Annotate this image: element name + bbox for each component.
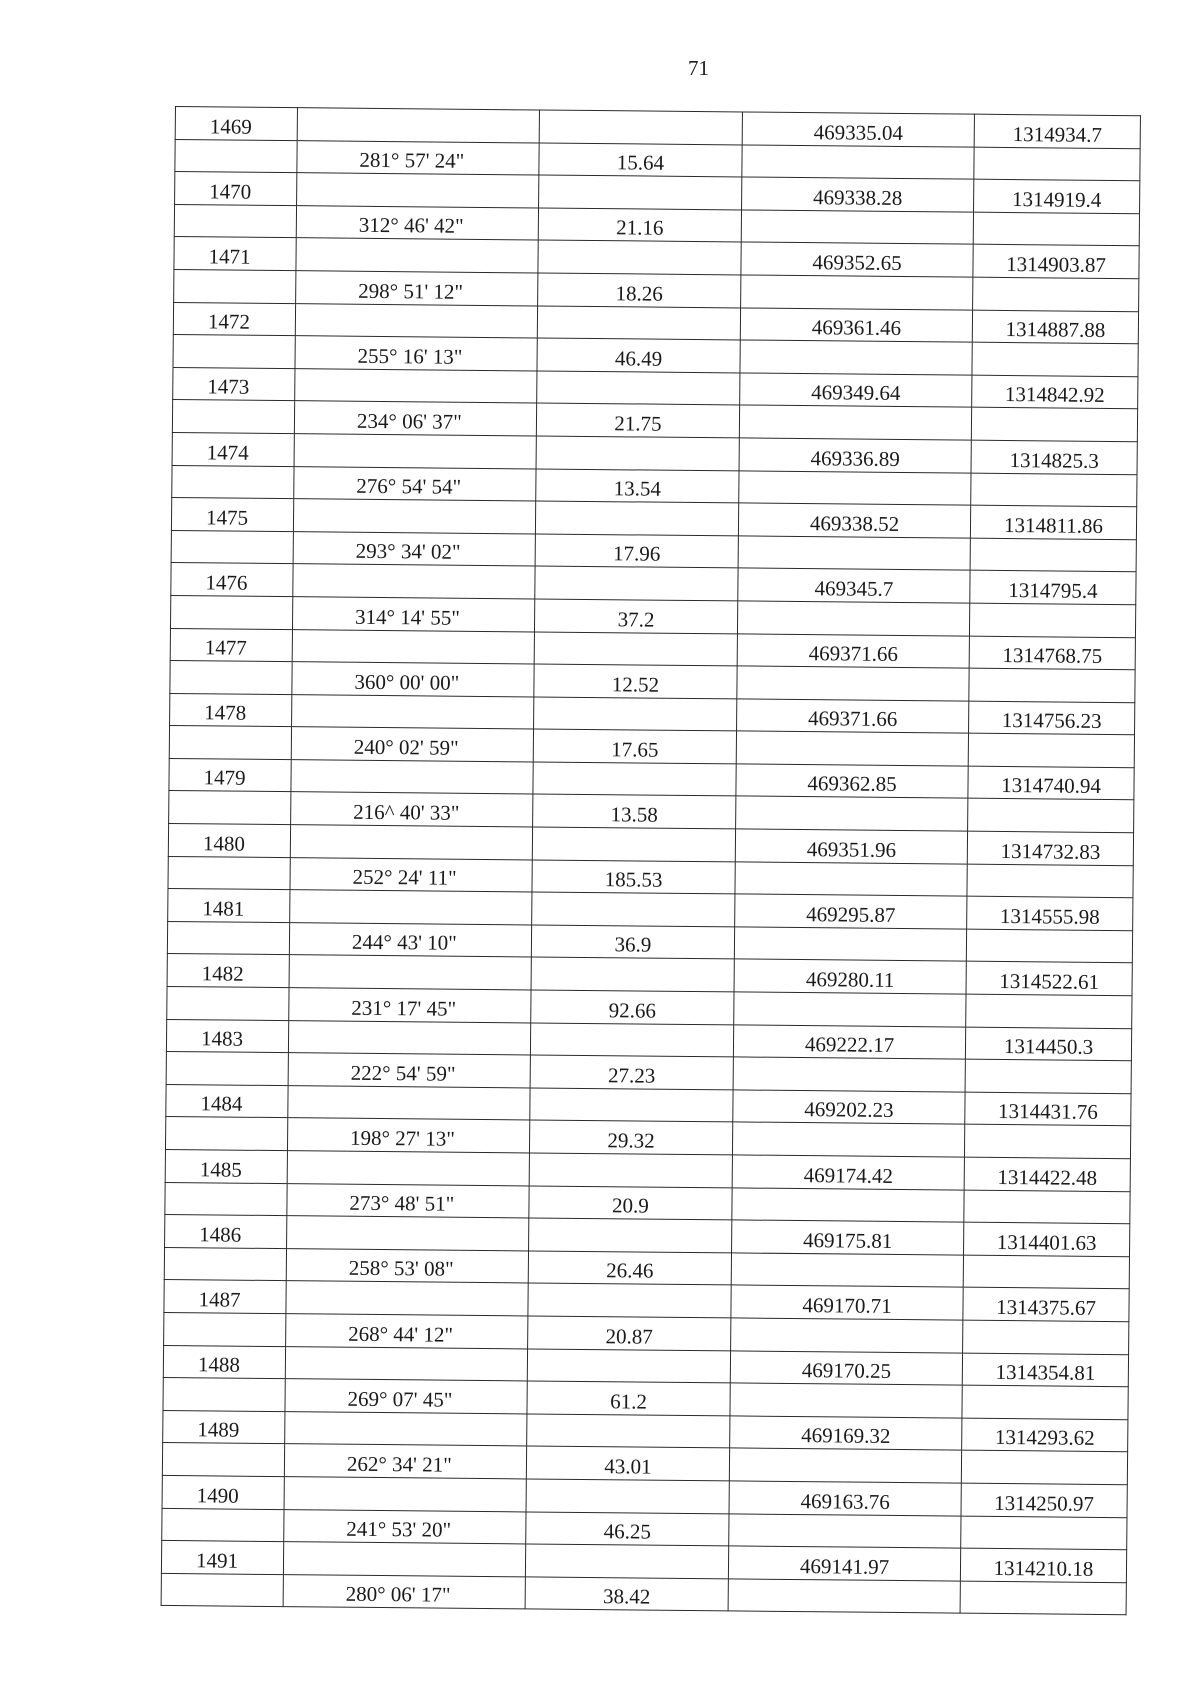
empty-cell (534, 697, 737, 732)
northing-cell: 469349.64 (740, 373, 972, 408)
empty-cell (295, 303, 537, 338)
empty-cell (292, 629, 534, 664)
empty-cell (527, 1414, 730, 1449)
empty-cell (285, 1346, 527, 1381)
distance-cell: 15.64 (539, 143, 742, 178)
easting-cell: 1314422.48 (964, 1157, 1130, 1191)
empty-cell (293, 499, 535, 534)
easting-cell: 1314795.4 (970, 570, 1136, 604)
easting-cell: 1314903.87 (973, 245, 1139, 279)
bearing-cell: 252° 24' 11" (290, 857, 532, 892)
point-number-cell: 1483 (166, 1019, 288, 1053)
point-number-cell: 1490 (162, 1475, 284, 1509)
empty-cell (537, 371, 740, 406)
empty-cell (529, 1218, 732, 1253)
empty-cell (173, 335, 295, 369)
northing-cell: 469371.66 (737, 699, 969, 734)
distance-cell: 92.66 (531, 990, 734, 1025)
bearing-cell: 216^ 40' 33" (291, 792, 533, 827)
northing-cell: 469222.17 (733, 1025, 965, 1060)
empty-cell (734, 927, 966, 962)
empty-cell (972, 342, 1138, 376)
empty-cell (967, 864, 1133, 898)
easting-cell: 1314555.98 (967, 896, 1133, 930)
empty-cell (169, 726, 291, 760)
empty-cell (531, 957, 734, 992)
northing-cell: 469175.81 (732, 1220, 964, 1255)
distance-cell: 13.58 (533, 794, 736, 829)
easting-cell: 1314293.62 (962, 1418, 1128, 1452)
survey-coordinates-table (161, 106, 1141, 1616)
empty-cell (174, 204, 296, 238)
empty-cell (739, 405, 971, 440)
empty-cell (175, 139, 297, 173)
northing-cell: 469361.46 (740, 308, 972, 343)
distance-cell: 17.65 (533, 729, 736, 764)
empty-cell (737, 601, 969, 636)
northing-cell: 469352.65 (741, 242, 973, 277)
easting-cell: 1314825.3 (971, 440, 1137, 474)
point-number-cell: 1473 (173, 367, 295, 401)
easting-cell: 1314732.83 (967, 831, 1133, 865)
easting-cell: 1314401.63 (964, 1222, 1130, 1256)
empty-cell (537, 306, 740, 341)
empty-cell (963, 1255, 1129, 1289)
distance-cell: 29.32 (529, 1120, 732, 1155)
empty-cell (966, 929, 1132, 963)
survey-table-wrapper (161, 106, 1140, 1616)
empty-cell (529, 1153, 732, 1188)
empty-cell (961, 1450, 1127, 1484)
point-number-cell: 1469 (175, 107, 297, 141)
northing-cell: 469338.52 (738, 503, 970, 538)
bearing-cell: 222° 54' 59" (288, 1053, 530, 1088)
empty-cell (971, 473, 1137, 507)
distance-cell: 36.9 (531, 925, 734, 960)
empty-cell (968, 733, 1134, 767)
empty-cell (733, 1057, 965, 1092)
empty-cell (742, 145, 974, 180)
distance-cell: 26.46 (528, 1251, 731, 1286)
bearing-cell: 276° 54' 54" (294, 466, 536, 501)
empty-cell (290, 890, 532, 925)
empty-cell (536, 436, 739, 471)
northing-cell: 469170.25 (730, 1350, 962, 1385)
bearing-cell: 258° 53' 08" (286, 1248, 528, 1283)
bearing-cell: 269° 07' 45" (285, 1379, 527, 1414)
easting-cell: 1314934.7 (974, 114, 1140, 148)
empty-cell (295, 368, 537, 403)
empty-cell (289, 955, 531, 990)
empty-cell (174, 269, 296, 303)
point-number-cell: 1479 (169, 758, 291, 792)
point-number-cell: 1474 (172, 432, 294, 466)
empty-cell (962, 1385, 1128, 1419)
empty-cell (296, 238, 538, 273)
distance-cell: 185.53 (532, 860, 735, 895)
empty-cell (971, 408, 1137, 442)
distance-cell: 27.23 (530, 1055, 733, 1090)
northing-cell: 469170.71 (731, 1285, 963, 1320)
empty-cell (968, 799, 1134, 833)
point-number-cell: 1471 (174, 237, 296, 271)
northing-cell: 469174.42 (732, 1155, 964, 1190)
northing-cell: 469280.11 (734, 959, 966, 994)
survey-table-body (161, 107, 1140, 1616)
point-number-cell: 1478 (170, 693, 292, 727)
empty-cell (528, 1283, 731, 1318)
empty-cell (297, 108, 539, 143)
empty-cell (735, 862, 967, 897)
empty-cell (290, 825, 532, 860)
empty-cell (164, 1247, 286, 1281)
point-number-cell: 1485 (165, 1149, 287, 1183)
empty-cell (166, 1052, 288, 1086)
distance-cell: 37.2 (534, 599, 737, 634)
empty-cell (172, 400, 294, 434)
empty-cell (729, 1513, 961, 1548)
empty-cell (960, 1581, 1126, 1615)
empty-cell (732, 1122, 964, 1157)
bearing-cell: 262° 34' 21" (284, 1444, 526, 1479)
empty-cell (170, 595, 292, 629)
distance-cell: 18.26 (538, 273, 741, 308)
empty-cell (162, 1508, 284, 1542)
empty-cell (964, 1125, 1130, 1159)
empty-cell (736, 731, 968, 766)
empty-cell (974, 147, 1140, 181)
empty-cell (162, 1443, 284, 1477)
distance-cell: 21.16 (538, 208, 741, 243)
point-number-cell: 1470 (175, 172, 297, 206)
empty-cell (525, 1544, 728, 1579)
empty-cell (168, 856, 290, 890)
easting-cell: 1314887.88 (972, 310, 1138, 344)
empty-cell (294, 434, 536, 469)
empty-cell (966, 994, 1132, 1028)
distance-cell: 43.01 (526, 1446, 729, 1481)
bearing-cell: 314° 14' 55" (292, 597, 534, 632)
empty-cell (167, 921, 289, 955)
point-number-cell: 1487 (164, 1280, 286, 1314)
empty-cell (161, 1573, 283, 1607)
empty-cell (732, 1187, 964, 1222)
point-number-cell: 1489 (163, 1410, 285, 1444)
empty-cell (526, 1479, 729, 1514)
empty-cell (738, 536, 970, 571)
empty-cell (741, 275, 973, 310)
northing-cell: 469202.23 (733, 1090, 965, 1125)
empty-cell (970, 538, 1136, 572)
empty-cell (538, 240, 741, 275)
empty-cell (961, 1516, 1127, 1550)
empty-cell (293, 564, 535, 599)
bearing-cell: 231° 17' 45" (289, 988, 531, 1023)
bearing-cell: 312° 46' 42" (296, 205, 538, 240)
point-number-cell: 1472 (173, 302, 295, 336)
empty-cell (739, 470, 971, 505)
bearing-cell: 298° 51' 12" (296, 271, 538, 306)
empty-cell (297, 173, 539, 208)
empty-cell (535, 501, 738, 536)
empty-cell (969, 668, 1135, 702)
empty-cell (291, 760, 533, 795)
empty-cell (163, 1378, 285, 1412)
easting-cell: 1314250.97 (961, 1483, 1127, 1517)
distance-cell: 21.75 (536, 403, 739, 438)
empty-cell (532, 892, 735, 927)
distance-cell: 61.2 (527, 1381, 730, 1416)
empty-cell (963, 1320, 1129, 1354)
bearing-cell: 241° 53' 20" (284, 1509, 526, 1544)
point-number-cell: 1488 (163, 1345, 285, 1379)
easting-cell: 1314450.3 (965, 1027, 1131, 1061)
bearing-cell: 360° 00' 00" (292, 662, 534, 697)
bearing-cell: 240° 02' 59" (291, 727, 533, 762)
empty-cell (165, 1117, 287, 1151)
bearing-cell: 273° 48' 51" (287, 1183, 529, 1218)
empty-cell (730, 1383, 962, 1418)
empty-cell (171, 530, 293, 564)
empty-cell (731, 1318, 963, 1353)
northing-cell: 469345.7 (738, 568, 970, 603)
empty-cell (734, 992, 966, 1027)
empty-cell (287, 1216, 529, 1251)
bearing-cell: 293° 34' 02" (293, 531, 535, 566)
empty-cell (534, 631, 737, 666)
bearing-cell: 244° 43' 10" (289, 922, 531, 957)
empty-cell (164, 1312, 286, 1346)
distance-cell: 46.25 (526, 1511, 729, 1546)
point-number-cell: 1484 (166, 1084, 288, 1118)
easting-cell: 1314919.4 (974, 179, 1140, 213)
empty-cell (973, 277, 1139, 311)
distance-cell: 38.42 (525, 1577, 728, 1612)
empty-cell (533, 762, 736, 797)
point-number-cell: 1477 (170, 628, 292, 662)
northing-cell: 469169.32 (730, 1416, 962, 1451)
northing-cell: 469351.96 (735, 829, 967, 864)
page-number: 71 (688, 56, 709, 80)
easting-cell: 1314210.18 (960, 1548, 1126, 1582)
empty-cell (284, 1477, 526, 1512)
empty-cell (170, 661, 292, 695)
empty-cell (287, 1151, 529, 1186)
empty-cell (165, 1182, 287, 1216)
bearing-cell: 234° 06' 37" (294, 401, 536, 436)
bearing-cell: 280° 06' 17" (283, 1574, 525, 1609)
point-number-cell: 1475 (171, 498, 293, 532)
bearing-cell: 281° 57' 24" (297, 140, 539, 175)
easting-cell: 1314740.94 (968, 766, 1134, 800)
point-number-cell: 1486 (165, 1215, 287, 1249)
empty-cell (285, 1411, 527, 1446)
northing-cell: 469163.76 (729, 1481, 961, 1516)
empty-cell (172, 465, 294, 499)
northing-cell: 469362.85 (736, 764, 968, 799)
point-number-cell: 1481 (168, 889, 290, 923)
easting-cell: 1314354.81 (962, 1353, 1128, 1387)
northing-cell: 469371.66 (737, 633, 969, 668)
northing-cell: 469335.04 (742, 112, 974, 147)
northing-cell: 469295.87 (735, 894, 967, 929)
empty-cell (731, 1253, 963, 1288)
northing-cell: 469336.89 (739, 438, 971, 473)
distance-cell: 12.52 (534, 664, 737, 699)
distance-cell: 20.9 (529, 1186, 732, 1221)
bearing-cell: 268° 44' 12" (286, 1314, 528, 1349)
northing-cell: 469338.28 (742, 177, 974, 212)
empty-cell (736, 796, 968, 831)
empty-cell (288, 1085, 530, 1120)
empty-cell (964, 1190, 1130, 1224)
empty-cell (965, 1059, 1131, 1093)
empty-cell (728, 1579, 960, 1614)
empty-cell (737, 666, 969, 701)
point-number-cell: 1482 (167, 954, 289, 988)
empty-cell (288, 1020, 530, 1055)
empty-cell (969, 603, 1135, 637)
empty-cell (292, 694, 534, 729)
empty-cell (283, 1542, 525, 1577)
empty-cell (167, 986, 289, 1020)
distance-cell: 46.49 (537, 338, 740, 373)
empty-cell (729, 1448, 961, 1483)
empty-cell (741, 210, 973, 245)
easting-cell: 1314375.67 (963, 1287, 1129, 1321)
empty-cell (527, 1349, 730, 1384)
empty-cell (973, 212, 1139, 246)
easting-cell: 1314811.86 (970, 505, 1136, 539)
easting-cell: 1314431.76 (965, 1092, 1131, 1126)
empty-cell (530, 1088, 733, 1123)
point-number-cell: 1480 (168, 824, 290, 858)
empty-cell (530, 1023, 733, 1058)
empty-cell (535, 566, 738, 601)
easting-cell: 1314768.75 (969, 636, 1135, 670)
empty-cell (532, 827, 735, 862)
distance-cell: 17.96 (535, 534, 738, 569)
empty-cell (286, 1281, 528, 1316)
distance-cell: 13.54 (536, 469, 739, 504)
distance-cell: 20.87 (528, 1316, 731, 1351)
point-number-cell: 1476 (171, 563, 293, 597)
point-number-cell: 1491 (161, 1541, 283, 1575)
easting-cell: 1314522.61 (966, 962, 1132, 996)
bearing-cell: 198° 27' 13" (287, 1118, 529, 1153)
empty-cell (169, 791, 291, 825)
easting-cell: 1314756.23 (969, 701, 1135, 735)
northing-cell: 469141.97 (728, 1546, 960, 1581)
empty-cell (539, 175, 742, 210)
empty-cell (539, 110, 742, 145)
easting-cell: 1314842.92 (972, 375, 1138, 409)
empty-cell (740, 340, 972, 375)
bearing-cell: 255° 16' 13" (295, 336, 537, 371)
